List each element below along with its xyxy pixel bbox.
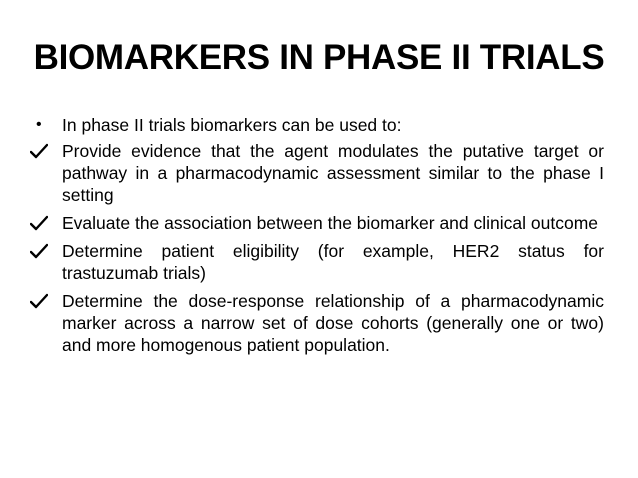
list-item — [30, 290, 604, 356]
list-item — [30, 140, 604, 206]
bullet-dot-icon: • — [36, 116, 42, 133]
list-item-text: Determine patient eligibility (for example, HER2 status for trastuzumab trials) — [62, 241, 604, 283]
list-item-text: Provide evidence that the agent modulates the putative target or pathway in a pharmacodynamic assessment similar to the phase I setting — [62, 141, 604, 205]
slide-content — [30, 114, 604, 362]
list-item — [30, 212, 604, 234]
list-item-text: Determine the dose-response relationship of a pharmacodynamic marker across a narrow set of dose cohorts (generally one or two) and more homogenous patient population. — [62, 291, 604, 355]
intro-text: In phase II trials biomarkers can be used to: — [62, 115, 402, 135]
intro-bullet-item — [30, 114, 604, 136]
list-item-text: Evaluate the association between the biomarker and clinical outcome — [62, 213, 599, 233]
slide-title: BIOMARKERS IN PHASE II TRIALS — [33, 38, 605, 77]
list-item — [30, 240, 604, 284]
